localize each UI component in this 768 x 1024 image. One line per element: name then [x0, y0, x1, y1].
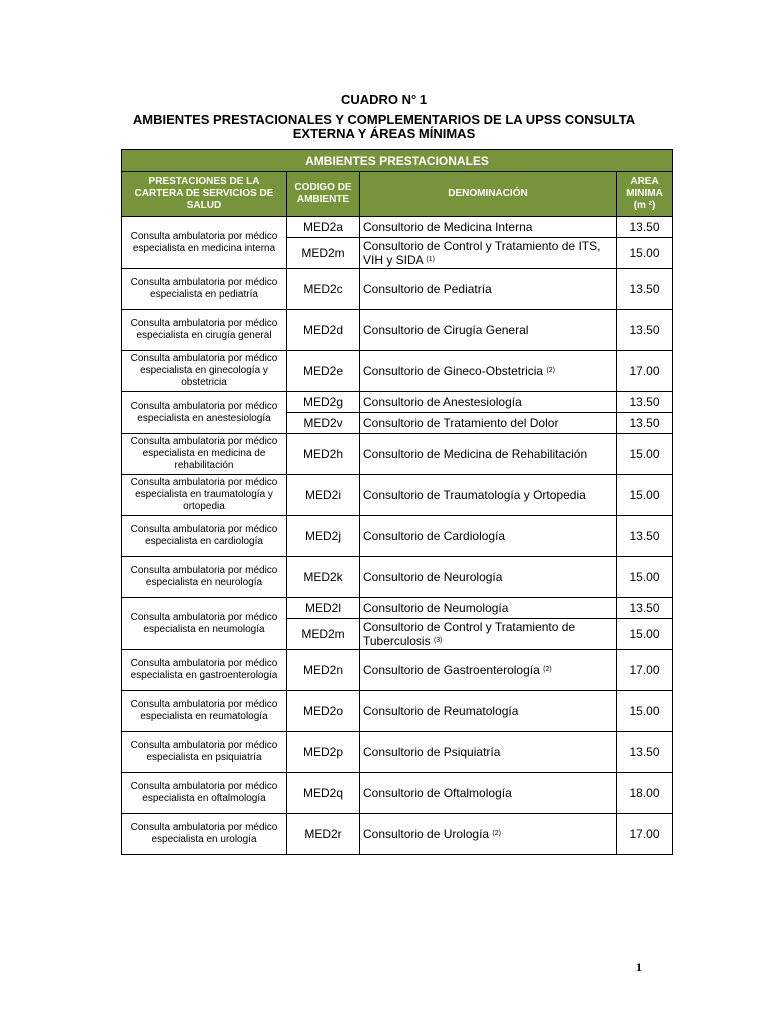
denominacion-cell — [360, 475, 617, 516]
table-row — [122, 310, 673, 351]
band-header: AMBIENTES PRESTACIONALES — [122, 150, 673, 172]
table-row — [122, 351, 673, 392]
area-cell: 18.00 — [617, 773, 673, 814]
code-cell: MED2i — [287, 475, 360, 516]
denominacion-text: Consultorio de Anestesiología — [363, 394, 522, 409]
denominacion-text: Consultorio de Control y Tratamiento de ITS, VIH y SIDA — [363, 238, 601, 267]
column-header-denominacion: DENOMINACIÓN — [360, 172, 617, 217]
table-row — [122, 732, 673, 773]
prestacion-cell: Consulta ambulatoria por médico especialista en neurología — [122, 557, 287, 598]
area-cell: 17.00 — [617, 814, 673, 855]
denominacion-text: Consultorio de Gastroenterología — [363, 663, 540, 677]
table-title: CUADRO N° 1 — [340, 92, 428, 107]
denominacion-cell — [360, 516, 617, 557]
denominacion-text: Consultorio de Neumología — [363, 600, 509, 615]
area-cell: 15.00 — [617, 691, 673, 732]
denominacion-cell — [360, 351, 617, 392]
area-cell: 17.00 — [617, 351, 673, 392]
table-row — [122, 814, 673, 855]
area-cell: 15.00 — [617, 619, 673, 650]
code-cell: MED2d — [287, 310, 360, 351]
code-cell: MED2h — [287, 434, 360, 475]
denominacion-cell — [360, 773, 617, 814]
denominacion-cell — [360, 217, 617, 238]
denominacion-text: Consultorio de Traumatología y Ortopedia — [363, 487, 586, 502]
denominacion-text: Consultorio de Tratamiento del Dolor — [363, 415, 559, 430]
table-row — [122, 516, 673, 557]
code-cell: MED2q — [287, 773, 360, 814]
area-cell: 13.50 — [617, 413, 673, 434]
code-cell: MED2a — [287, 217, 360, 238]
prestacion-cell: Consulta ambulatoria por médico especialista en pediatría — [122, 269, 287, 310]
denominacion-text: Consultorio de Medicina Interna — [363, 219, 533, 234]
prestacion-cell: Consulta ambulatoria por médico especialista en gastroenterología — [122, 650, 287, 691]
denominacion-cell — [360, 269, 617, 310]
code-cell: MED2n — [287, 650, 360, 691]
prestacion-cell: Consulta ambulatoria por médico especialista en reumatología — [122, 691, 287, 732]
denominacion-text: Consultorio de Urología — [363, 827, 490, 841]
denominacion-cell — [360, 691, 617, 732]
footnote-marker: (2) — [543, 666, 552, 673]
area-cell: 17.00 — [617, 650, 673, 691]
denominacion-cell — [360, 392, 617, 413]
denominacion-text: Consultorio de Cirugía General — [363, 322, 529, 337]
code-cell: MED2o — [287, 691, 360, 732]
code-cell: MED2e — [287, 351, 360, 392]
area-cell: 15.00 — [617, 557, 673, 598]
denominacion-text: Consultorio de Medicina de Rehabilitación — [363, 446, 588, 461]
prestacion-cell: Consulta ambulatoria por médico especialista en ginecología y obstetricia — [122, 351, 287, 392]
prestacion-cell: Consulta ambulatoria por médico especialista en oftalmología — [122, 773, 287, 814]
denominacion-text: Consultorio de Cardiología — [363, 528, 506, 543]
code-cell: MED2p — [287, 732, 360, 773]
area-cell: 13.50 — [617, 217, 673, 238]
code-cell: MED2v — [287, 413, 360, 434]
table-row — [122, 598, 673, 619]
denominacion-cell — [360, 598, 617, 619]
prestacion-cell: Consulta ambulatoria por médico especialista en anestesiología — [122, 392, 287, 434]
table-row — [122, 269, 673, 310]
table-row — [122, 434, 673, 475]
denominacion-cell — [360, 814, 617, 855]
column-header-area: AREA MINIMA (m ²) — [617, 172, 673, 217]
prestacion-cell: Consulta ambulatoria por médico especialista en cirugía general — [122, 310, 287, 351]
code-cell: MED2l — [287, 598, 360, 619]
table-row — [122, 475, 673, 516]
table-row — [122, 650, 673, 691]
table-row — [122, 217, 673, 238]
prestacion-cell: Consulta ambulatoria por médico especialista en urología — [122, 814, 287, 855]
denominacion-cell — [360, 557, 617, 598]
footnote-marker: (3) — [433, 636, 443, 644]
code-cell: MED2j — [287, 516, 360, 557]
denominacion-text: Consultorio de Gineco-Obstetricia — [363, 364, 544, 378]
denominacion-text: Consultorio de Oftalmología — [363, 785, 512, 800]
prestacion-cell: Consulta ambulatoria por médico especialista en medicina interna — [122, 217, 287, 269]
area-cell: 13.50 — [617, 516, 673, 557]
footnote-marker: (2) — [492, 830, 501, 837]
denominacion-text: Consultorio de Neurología — [363, 569, 503, 584]
table-row — [122, 773, 673, 814]
denominacion-cell — [360, 650, 617, 691]
code-cell: MED2m — [287, 619, 360, 650]
code-cell: MED2g — [287, 392, 360, 413]
denominacion-text: Consultorio de Reumatología — [363, 703, 519, 718]
table-body — [122, 217, 673, 855]
area-cell: 15.00 — [617, 475, 673, 516]
code-cell: MED2k — [287, 557, 360, 598]
prestacion-cell: Consulta ambulatoria por médico especialista en neumología — [122, 598, 287, 650]
table-row — [122, 557, 673, 598]
prestacion-cell: Consulta ambulatoria por médico especialista en cardiología — [122, 516, 287, 557]
area-cell: 15.00 — [617, 434, 673, 475]
column-header-prestaciones: PRESTACIONES DE LA CARTERA DE SERVICIOS DE SALUD — [122, 172, 287, 217]
area-cell: 13.50 — [617, 732, 673, 773]
denominacion-cell — [360, 619, 617, 650]
footnote-marker: (1) — [426, 255, 435, 263]
column-header-codigo: CODIGO DE AMBIENTE — [287, 172, 360, 217]
area-cell: 13.50 — [617, 598, 673, 619]
denominacion-cell — [360, 732, 617, 773]
area-cell: 13.50 — [617, 310, 673, 351]
table-row — [122, 691, 673, 732]
code-cell: MED2c — [287, 269, 360, 310]
denominacion-text: Consultorio de Control y Tratamiento de Tuberculosis — [363, 619, 576, 648]
area-cell: 13.50 — [617, 269, 673, 310]
area-cell: 15.00 — [617, 238, 673, 269]
page-number: 1 — [636, 960, 642, 974]
footnote-marker: (2) — [546, 367, 555, 374]
table-subtitle: AMBIENTES PRESTACIONALES Y COMPLEMENTARIOS DE LA UPSS CONSULTA EXTERNA Y ÁREAS MÍNIMAS — [132, 112, 636, 141]
prestacion-cell: Consulta ambulatoria por médico especialista en psiquiatría — [122, 732, 287, 773]
table-row — [122, 392, 673, 413]
denominacion-cell — [360, 238, 617, 269]
denominacion-cell — [360, 310, 617, 351]
prestacion-cell: Consulta ambulatoria por médico especialista en traumatología y ortopedia — [122, 475, 287, 516]
areas-table — [121, 149, 673, 855]
denominacion-text: Consultorio de Psiquiatría — [363, 744, 501, 759]
code-cell: MED2r — [287, 814, 360, 855]
denominacion-cell — [360, 434, 617, 475]
area-cell: 13.50 — [617, 392, 673, 413]
code-cell: MED2m — [287, 238, 360, 269]
denominacion-cell — [360, 413, 617, 434]
prestacion-cell: Consulta ambulatoria por médico especialista en medicina de rehabilitación — [122, 434, 287, 475]
denominacion-text: Consultorio de Pediatría — [363, 281, 492, 296]
